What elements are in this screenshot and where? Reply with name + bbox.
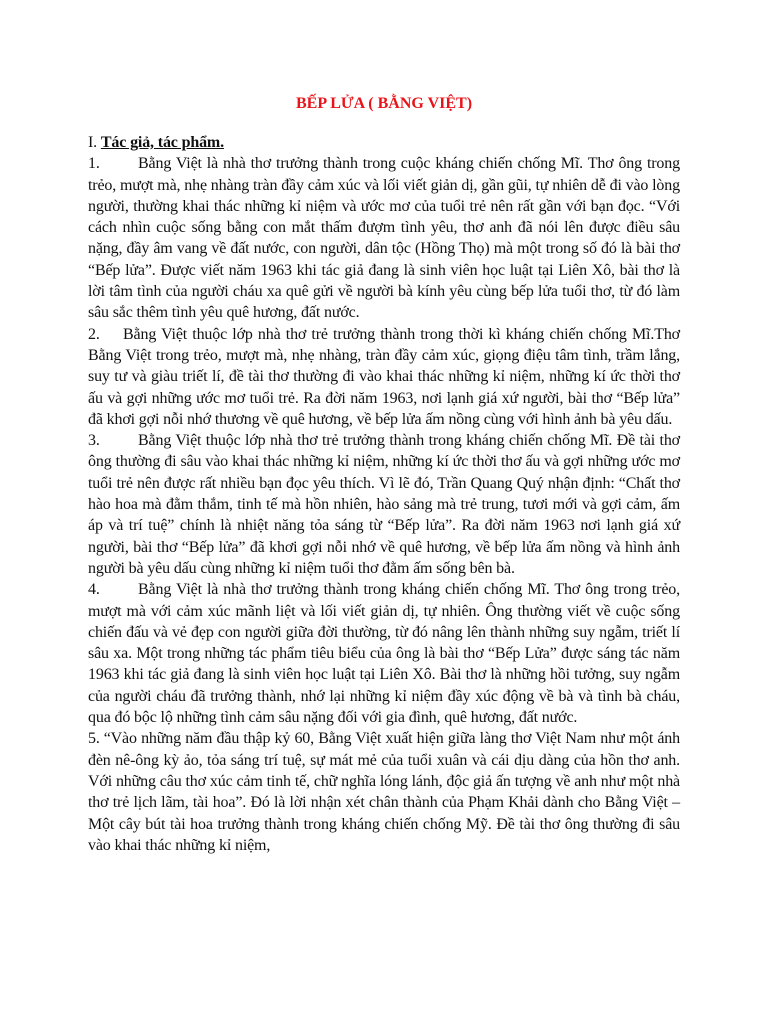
document-body bbox=[88, 132, 680, 856]
paragraph-text: Bằng Việt thuộc lớp nhà thơ trẻ trưởng thành trong kháng chiến chống Mĩ. Đề tài thơ ông thường đi sâu vào khai thác những kỉ niệm, những kí ức thời thơ ấu và gợi những ước mơ tuổi trẻ nên được rất nhiều bạn đọc yêu thích. Vì lẽ đó, Trần Quang Quý nhận định: “Chất thơ hào hoa mà đằm thắm, tinh tế mà hồn nhiên, hào sảng mà trẻ trung, tươi mới và gợi cảm, ấm áp và trí tuệ” chính là nhiệt năng tỏa sáng từ “Bếp lửa”. Ra đời năm 1963 nơi lạnh giá xứ người, bài thơ “Bếp lửa” đã khơi gợi nỗi nhớ về quê hương, về bếp lửa ấm nồng và hình ảnh người bà yêu dấu cùng những kỉ niệm tuổi thơ đằm ấm sống bên bà. bbox=[88, 432, 680, 577]
paragraph-number: 2. bbox=[88, 325, 100, 343]
paragraph-number: 1. bbox=[88, 155, 100, 173]
section-heading bbox=[88, 132, 680, 153]
section-prefix: I. bbox=[88, 134, 101, 151]
paragraph-5 bbox=[88, 728, 680, 856]
paragraph-2 bbox=[88, 324, 680, 430]
paragraph-4 bbox=[88, 579, 680, 728]
paragraph-text: “Vào những năm đầu thập kỷ 60, Bằng Việt xuất hiện giữa làng thơ Việt Nam như một ánh đèn nê-ông kỳ ảo, tỏa sáng trí tuệ, sự mát mẻ của tuổi xuân và cái dịu dàng của hồn thơ anh. Với những câu thơ xúc cảm tinh tế, chữ nghĩa lóng lánh, độc giả ấn tượng về anh như một nhà thơ trẻ lịch lãm, tài hoa”. Đó là lời nhận xét chân thành của Phạm Khải dành cho Bằng Việt – Một cây bút tài hoa trưởng thành trong kháng chiến chống Mỹ. Đề tài thơ ông thường đi sâu vào khai thác những kỉ niệm, bbox=[88, 730, 680, 854]
document-title: BẾP LỬA ( BẰNG VIỆT) bbox=[295, 95, 473, 112]
paragraph-3 bbox=[88, 430, 680, 579]
paragraph-number: 3. bbox=[88, 432, 100, 450]
document-page bbox=[88, 0, 680, 1024]
paragraph-text: Bằng Việt là nhà thơ trưởng thành trong kháng chiến chống Mĩ. Thơ ông trong trẻo, mượt mà với cảm xúc mãnh liệt và lối viết giản dị, tự nhiên. Ông thường viết về cuộc sống chiến đấu và vẻ đẹp con người giữa đời thường, từ đó nâng lên thành những suy ngẫm, triết lí sâu xa. Một trong những tác phẩm tiêu biểu của ông là bài thơ “Bếp Lửa” được sáng tác năm 1963 khi tác giả đang là sinh viên học luật tại Liên Xô. Bài thơ là những hồi tưởng, suy ngẫm của người cháu đã trưởng thành, nhớ lại những kỉ niệm đầy xúc động về bà và tình bà cháu, qua đó bộc lộ những tình cảm sâu nặng đối với gia đình, quê hương, đất nước. bbox=[88, 581, 680, 727]
paragraph-text: Bằng Việt thuộc lớp nhà thơ trẻ trưởng thành trong thời kì kháng chiến chống Mĩ.Thơ Bằng Việt trong trẻo, mượt mà, nhẹ nhàng, tràn đầy cảm xúc, giọng điệu tâm tình, trầm lắng, suy tư và giàu triết lí, đề tài thơ thường đi vào khai thác những kỉ niệm, những kí ức thời thơ ấu và gợi những ước mơ tuổi trẻ. Ra đời năm 1963, nơi lạnh giá xứ người, bài thơ “Bếp lửa” đã khơi gợi nỗi nhớ thương về quê hương, về bếp lửa ấm nồng cùng với hình ảnh bà yêu dấu. bbox=[88, 325, 680, 428]
paragraph-text: Bằng Việt là nhà thơ trưởng thành trong cuộc kháng chiến chống Mĩ. Thơ ông trong trẻo, mượt mà, nhẹ nhàng tràn đầy cảm xúc và lối viết giản dị, gần gũi, tự nhiên dễ đi vào lòng người, thường khai thác những kỉ niệm và ước mơ của tuổi trẻ nên rất gần với bạn đọc. “Với cách nhìn cuộc sống bằng con mắt thấm đượm tình yêu, thơ anh đã nói lên được điều sâu nặng, đầy âm vang về đất nước, con người, dân tộc (Hồng Thọ) mà một trong số đó là bài thơ “Bếp lửa”. Được viết năm 1963 khi tác giả đang là sinh viên học luật tại Liên Xô, bài thơ là lời tâm tình của người cháu xa quê gửi về người bà kính yêu cùng bếp lửa tuổi thơ, từ đó làm sâu sắc thêm tình yêu quê hương, đất nước. bbox=[88, 155, 680, 322]
section-heading-label: Tác giả, tác phẩm. bbox=[100, 134, 224, 151]
paragraph-number: 5. bbox=[88, 730, 100, 748]
paragraph-number: 4. bbox=[88, 581, 100, 599]
paragraph-1 bbox=[88, 153, 680, 323]
